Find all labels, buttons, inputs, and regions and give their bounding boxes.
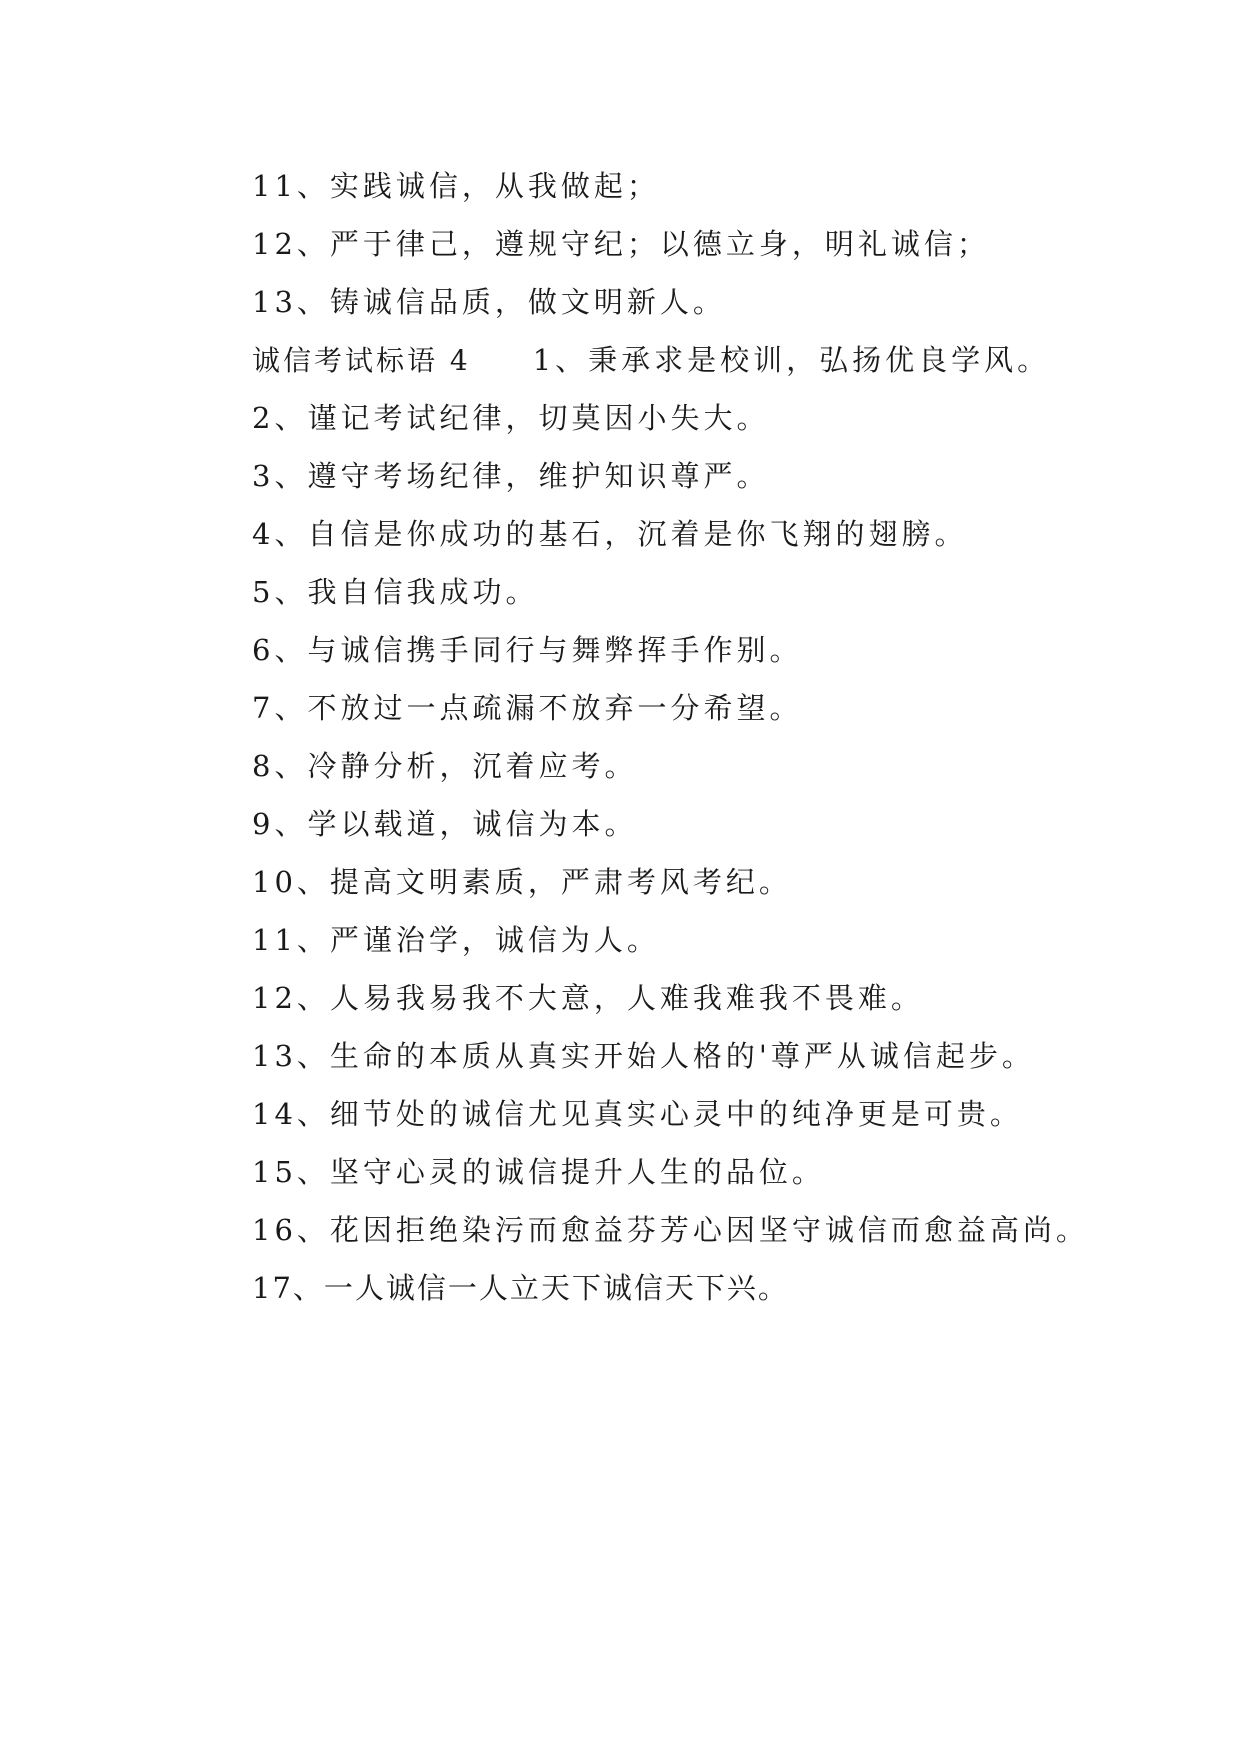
section-title: 诚信考试标语 4 <box>252 344 471 377</box>
text-line <box>252 1317 1152 1375</box>
text-line: 17、一人诚信一人立天下诚信天下兴。 <box>252 1271 789 1305</box>
text-line: 3、遵守考场纪律，维护知识尊严。 <box>252 459 770 493</box>
text-line: 8、冷静分析，沉着应考。 <box>252 749 638 783</box>
text-line: 13、生命的本质从真实开始人格的'尊严从诚信起步。 <box>252 1039 1035 1073</box>
text-line: 11、严谨治学，诚信为人。 <box>252 923 660 957</box>
text-line: 11、实践诚信，从我做起； <box>252 169 660 203</box>
text-line: 10、提高文明素质，严肃考风考纪。 <box>252 865 792 899</box>
text-line: 6、与诚信携手同行与舞弊挥手作别。 <box>252 633 803 667</box>
text-line: 1、秉承求是校训，弘扬优良学风。 <box>532 343 1051 377</box>
text-line: 5、我自信我成功。 <box>252 575 539 609</box>
text-line: 12、严于律己，遵规守纪；以德立身，明礼诚信； <box>252 227 990 261</box>
document-body <box>252 157 1152 1375</box>
text-line: 14、细节处的诚信尤见真实心灵中的纯净更是可贵。 <box>252 1097 1023 1131</box>
section-heading-line <box>252 331 1152 389</box>
text-line: 13、铸诚信品质，做文明新人。 <box>252 285 726 319</box>
text-line: 9、学以载道，诚信为本。 <box>252 807 638 841</box>
text-line: 2、谨记考试纪律，切莫因小失大。 <box>252 401 770 435</box>
text-line: 15、坚守心灵的诚信提升人生的品位。 <box>252 1155 825 1189</box>
text-line: 7、不放过一点疏漏不放弃一分希望。 <box>252 691 803 725</box>
text-line: 12、人易我易我不大意，人难我难我不畏难。 <box>252 981 924 1015</box>
text-line: 4、自信是你成功的基石，沉着是你飞翔的翅膀。 <box>252 517 968 551</box>
text-line: 16、花因拒绝染污而愈益芬芳心因坚守诚信而愈益高尚。 <box>252 1213 1089 1247</box>
